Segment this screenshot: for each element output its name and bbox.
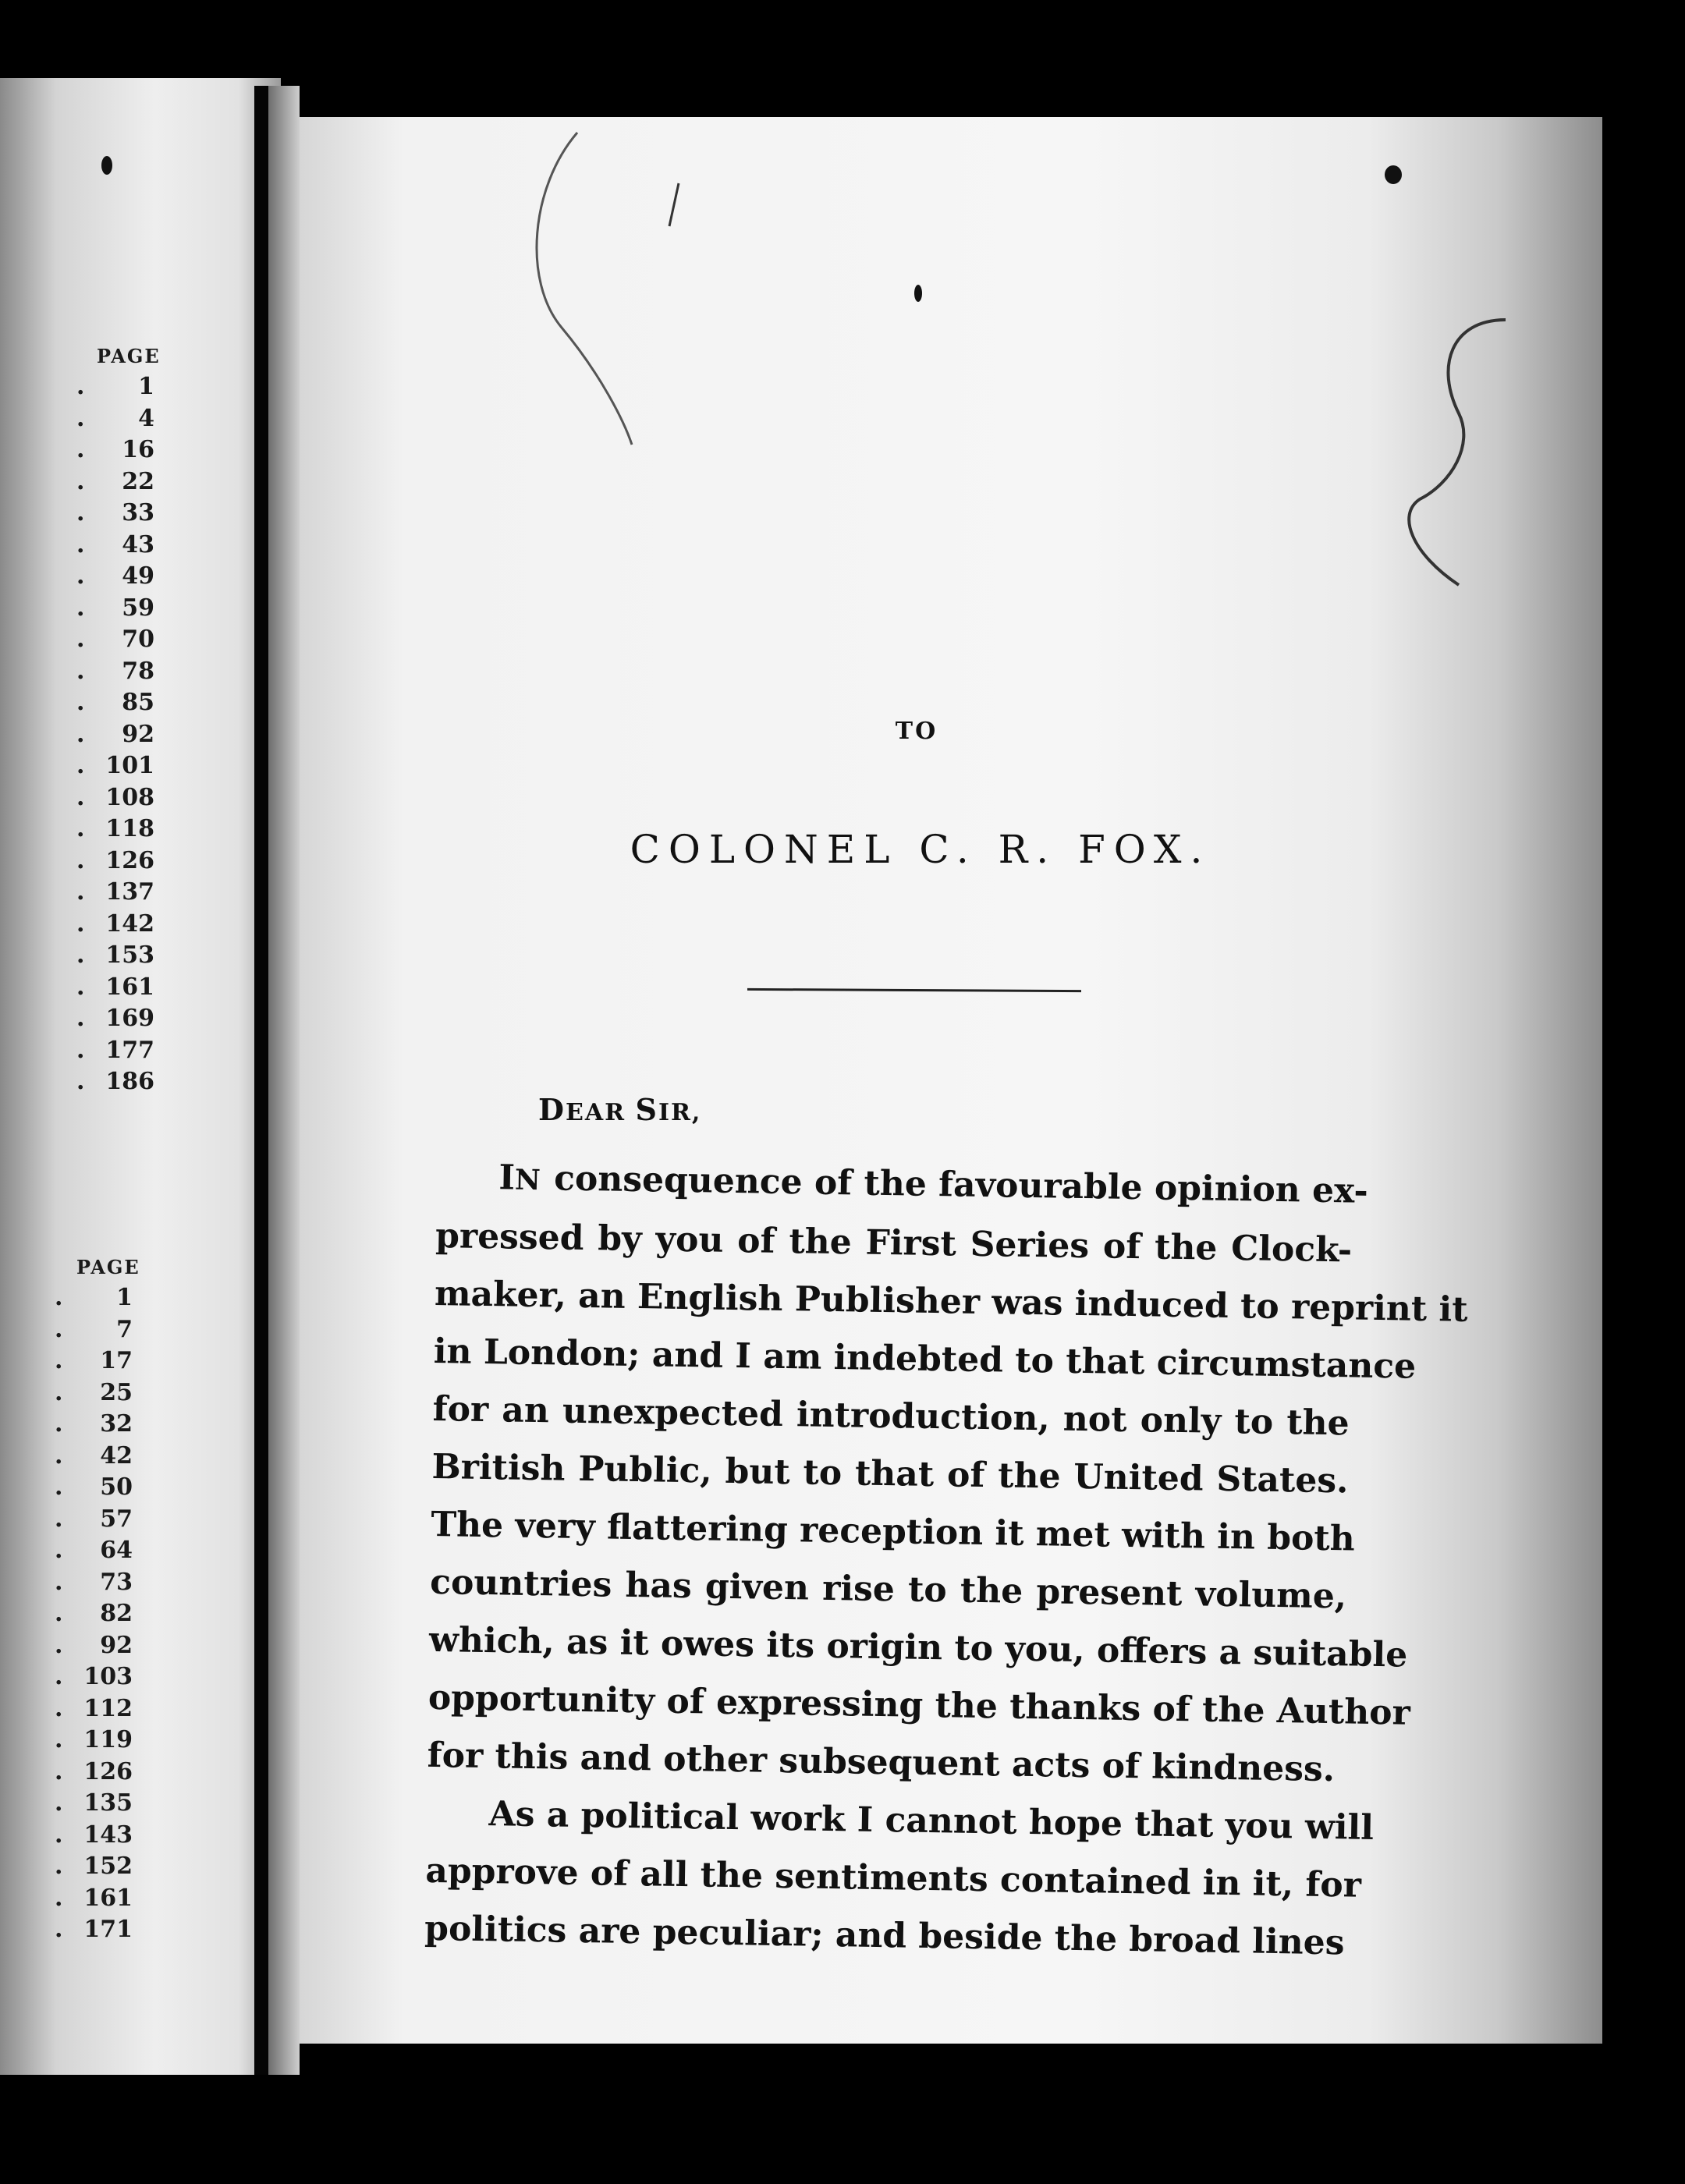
contents-page-heading: PAGE bbox=[97, 345, 161, 367]
leader-dot: . bbox=[76, 404, 85, 432]
leader-dot: . bbox=[76, 467, 85, 495]
book-gutter bbox=[254, 86, 268, 2075]
page-number: 119 bbox=[83, 1726, 133, 1753]
page-number: 64 bbox=[100, 1537, 133, 1564]
page-number: 49 bbox=[122, 562, 154, 590]
page-number: 103 bbox=[83, 1663, 133, 1690]
page-number: 82 bbox=[100, 1600, 133, 1627]
leader-dot: . bbox=[55, 1441, 63, 1470]
page-number: 108 bbox=[105, 783, 154, 811]
leader-dot: . bbox=[55, 1347, 63, 1374]
page-number: 171 bbox=[83, 1916, 133, 1943]
leader-dot: . bbox=[55, 1568, 63, 1596]
page-number: 17 bbox=[100, 1347, 133, 1374]
contents-row bbox=[76, 782, 170, 814]
ink-speck bbox=[1385, 165, 1402, 184]
text-line: in London; and I am indebted to that circumstance bbox=[433, 1331, 1417, 1387]
pen-mark-right bbox=[1389, 304, 1529, 601]
page-number: 32 bbox=[100, 1410, 133, 1438]
page-number: 70 bbox=[122, 626, 154, 653]
page-number: 126 bbox=[83, 1757, 133, 1785]
salutation-initial-s: S bbox=[635, 1092, 658, 1127]
page-number: 169 bbox=[105, 1005, 154, 1032]
contents-row bbox=[76, 593, 170, 625]
contents-row bbox=[76, 498, 170, 530]
leader-dot: . bbox=[76, 436, 85, 463]
pen-mark bbox=[515, 125, 647, 452]
contents-row bbox=[55, 1788, 172, 1820]
contents-row bbox=[55, 1282, 172, 1314]
contents-row bbox=[76, 1066, 170, 1098]
leader-dot: . bbox=[76, 1036, 85, 1064]
leader-dot: . bbox=[76, 752, 85, 779]
contents-row bbox=[76, 1035, 170, 1067]
leader-dot: . bbox=[76, 530, 85, 558]
leader-dot: . bbox=[55, 1757, 63, 1785]
letter-body bbox=[424, 1148, 1468, 1972]
page-number: 135 bbox=[83, 1789, 133, 1817]
contents-row bbox=[76, 940, 170, 972]
leader-dot: . bbox=[55, 1284, 63, 1311]
page-number: 126 bbox=[105, 846, 154, 874]
contents-row bbox=[76, 909, 170, 941]
leader-dot: . bbox=[76, 783, 85, 811]
leader-dot: . bbox=[55, 1631, 63, 1659]
page-number: 73 bbox=[100, 1568, 133, 1596]
page-number: 59 bbox=[122, 594, 154, 622]
bottom-border bbox=[0, 2075, 1685, 2184]
salutation-initial: D bbox=[538, 1092, 566, 1127]
text-line: politics are peculiar; and beside the broad lines bbox=[424, 1908, 1345, 1963]
page-number: 4 bbox=[138, 404, 154, 432]
salutation bbox=[538, 1092, 701, 1127]
page-number: 118 bbox=[105, 815, 154, 842]
leader-dot: . bbox=[55, 1916, 63, 1943]
ink-speck bbox=[101, 156, 112, 175]
contents-row bbox=[76, 466, 170, 498]
paragraph-2 bbox=[424, 1785, 1375, 1972]
text-line: opportunity of expressing the thanks of the Author bbox=[427, 1677, 1411, 1733]
contents-row bbox=[55, 1346, 172, 1377]
contents-row bbox=[55, 1472, 172, 1504]
leader-dot: . bbox=[76, 973, 85, 1001]
contents-row bbox=[76, 1003, 170, 1035]
contents-row bbox=[76, 814, 170, 846]
contents-row bbox=[55, 1661, 172, 1693]
salutation-smallcaps: EAR bbox=[565, 1099, 636, 1126]
leader-dot: . bbox=[76, 909, 85, 938]
contents-row bbox=[76, 687, 170, 719]
leader-dot: . bbox=[55, 1694, 63, 1722]
page-number: 101 bbox=[105, 752, 154, 779]
contents-row bbox=[76, 561, 170, 593]
leader-dot: . bbox=[76, 626, 85, 653]
contents-row bbox=[55, 1567, 172, 1599]
leader-dot: . bbox=[76, 878, 85, 906]
page-number: 1 bbox=[138, 373, 154, 400]
text-line: for this and other subsequent acts of kindness. bbox=[427, 1735, 1336, 1790]
page-number: 85 bbox=[122, 689, 154, 716]
leader-dot: . bbox=[76, 657, 85, 685]
page-number: 92 bbox=[122, 720, 154, 748]
contents-row bbox=[76, 624, 170, 656]
leader-dot: . bbox=[76, 373, 85, 400]
contents-row bbox=[76, 403, 170, 435]
contents-row bbox=[55, 1725, 172, 1757]
text-line: maker, an English Publisher was induced to reprint it bbox=[434, 1273, 1468, 1330]
leader-dot: . bbox=[55, 1410, 63, 1438]
leader-dot: . bbox=[76, 720, 85, 748]
contents-list-first bbox=[76, 343, 170, 1098]
contents-row bbox=[55, 1504, 172, 1536]
leader-dot: . bbox=[76, 815, 85, 842]
dedication-name: COLONEL C. R. FOX. bbox=[630, 827, 1211, 872]
leader-dot: . bbox=[76, 689, 85, 716]
page-number: 112 bbox=[83, 1694, 133, 1722]
contents-row bbox=[76, 972, 170, 1004]
pen-mark-small bbox=[663, 179, 686, 234]
contents-row bbox=[55, 1914, 172, 1946]
line-text: consequence of the favourable opinion ex- bbox=[541, 1158, 1369, 1211]
leader-dot: . bbox=[76, 846, 85, 874]
page-number: 92 bbox=[100, 1631, 133, 1659]
contents-row bbox=[55, 1598, 172, 1630]
contents-row bbox=[55, 1757, 172, 1789]
contents-row bbox=[55, 1630, 172, 1662]
page-number: 1 bbox=[116, 1284, 133, 1311]
leader-dot: . bbox=[55, 1537, 63, 1564]
page-number: 142 bbox=[105, 909, 154, 938]
page-number: 152 bbox=[83, 1852, 133, 1880]
lead-smallcap: N bbox=[514, 1163, 543, 1197]
leader-dot: . bbox=[76, 562, 85, 590]
leader-dot: . bbox=[76, 499, 85, 526]
page-number: 186 bbox=[105, 1068, 154, 1095]
text-line: for an unexpected introduction, not only to the bbox=[432, 1388, 1350, 1444]
page-number: 57 bbox=[100, 1505, 133, 1533]
leader-dot: . bbox=[55, 1821, 63, 1849]
contents-list-second bbox=[55, 1254, 172, 1946]
contents-row bbox=[76, 434, 170, 466]
leader-dot: . bbox=[55, 1663, 63, 1690]
contents-row bbox=[55, 1314, 172, 1346]
page-number: 33 bbox=[122, 499, 154, 526]
leader-dot: . bbox=[76, 941, 85, 969]
page-number: 22 bbox=[122, 467, 154, 495]
leader-dot: . bbox=[55, 1315, 63, 1343]
text-line: As a political work I cannot hope that you will bbox=[488, 1794, 1375, 1848]
lead-initial: I bbox=[498, 1158, 516, 1198]
contents-row bbox=[55, 1851, 172, 1883]
page-number: 161 bbox=[83, 1884, 133, 1912]
salutation-end: IR, bbox=[658, 1099, 702, 1126]
contents-row bbox=[55, 1693, 172, 1725]
contents-row bbox=[76, 877, 170, 909]
paragraph-1 bbox=[427, 1148, 1468, 1799]
contents-row bbox=[76, 750, 170, 782]
contents-row bbox=[76, 846, 170, 878]
page-number: 42 bbox=[100, 1441, 133, 1470]
leader-dot: . bbox=[55, 1473, 63, 1501]
page-number: 50 bbox=[100, 1473, 133, 1501]
text-line: pressed by you of the First Series of the Clock- bbox=[435, 1215, 1353, 1271]
page-number: 7 bbox=[116, 1315, 133, 1343]
leader-dot: . bbox=[55, 1852, 63, 1880]
page-number: 161 bbox=[105, 973, 154, 1001]
contents-row bbox=[76, 656, 170, 688]
leader-dot: . bbox=[76, 1068, 85, 1095]
leader-dot: . bbox=[76, 1005, 85, 1032]
leader-dot: . bbox=[55, 1505, 63, 1533]
page-number: 153 bbox=[105, 941, 154, 969]
text-line: approve of all the sentiments contained in it, for bbox=[425, 1850, 1362, 1906]
contents-page-heading: PAGE bbox=[76, 1256, 140, 1278]
leader-dot: . bbox=[76, 594, 85, 622]
contents-row bbox=[55, 1883, 172, 1915]
contents-row bbox=[55, 1820, 172, 1852]
leader-dot: . bbox=[55, 1600, 63, 1627]
page-number: 16 bbox=[122, 436, 154, 463]
contents-row bbox=[76, 530, 170, 562]
page-number: 137 bbox=[105, 878, 154, 906]
ink-speck bbox=[914, 285, 922, 302]
leader-dot: . bbox=[55, 1726, 63, 1753]
page-number: 43 bbox=[122, 530, 154, 558]
page-number: 78 bbox=[122, 657, 154, 685]
text-line: The very flattering reception it met with in both bbox=[431, 1504, 1356, 1559]
leader-dot: . bbox=[55, 1789, 63, 1817]
text-line: countries has given rise to the present volume, bbox=[429, 1562, 1347, 1617]
contents-row bbox=[55, 1409, 172, 1441]
contents-row bbox=[76, 719, 170, 751]
gutter-shadow bbox=[268, 86, 300, 2075]
leader-dot: . bbox=[55, 1378, 63, 1406]
page-number: 25 bbox=[100, 1378, 133, 1406]
text-line: British Public, but to that of the United States. bbox=[431, 1446, 1349, 1502]
contents-row bbox=[55, 1377, 172, 1409]
contents-row bbox=[55, 1535, 172, 1567]
contents-row bbox=[76, 371, 170, 403]
dedication-to: TO bbox=[895, 718, 938, 745]
contents-row bbox=[55, 1441, 172, 1473]
page-number: 143 bbox=[83, 1821, 133, 1849]
page-number: 177 bbox=[105, 1036, 154, 1064]
text-line: which, as it owes its origin to you, offers a suitable bbox=[428, 1619, 1408, 1675]
leader-dot: . bbox=[55, 1884, 63, 1912]
